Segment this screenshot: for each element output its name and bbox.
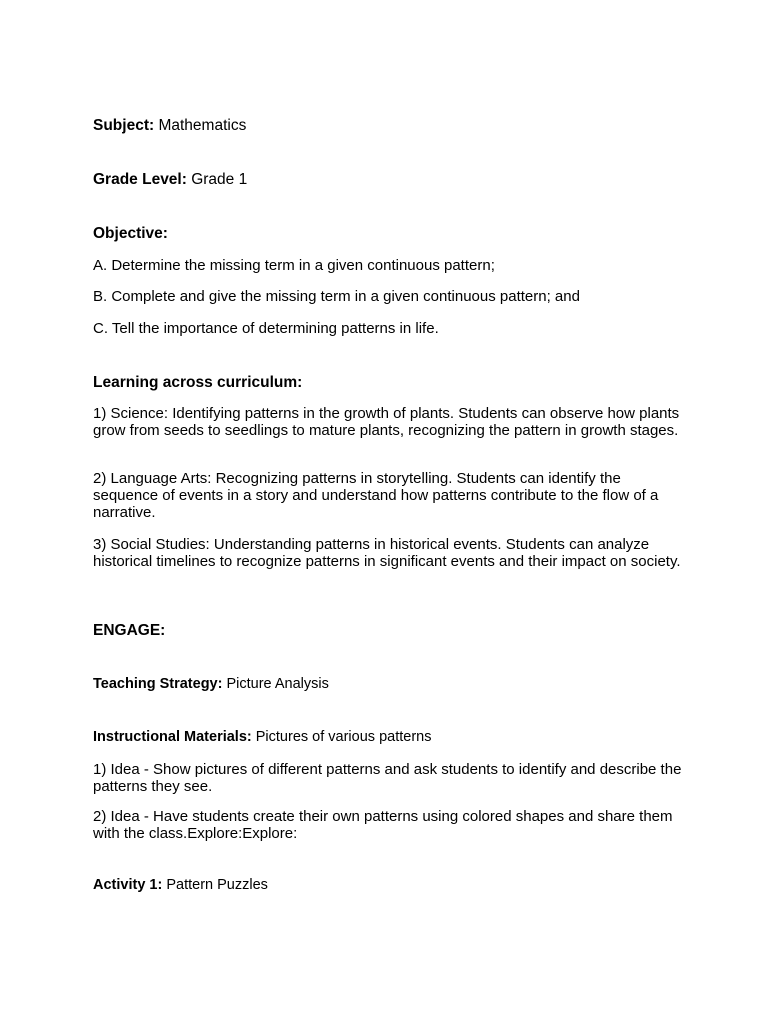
subject-label: Subject: xyxy=(93,117,155,134)
objective-item-c: C. Tell the importance of determining patterns in life. xyxy=(93,320,439,337)
grade-level-label: Grade Level: xyxy=(93,171,187,188)
activity-1-line xyxy=(93,877,683,894)
teaching-strategy-value: Picture Analysis xyxy=(226,676,329,692)
instructional-materials-label: Instructional Materials: xyxy=(93,729,252,745)
subject-value: Mathematics xyxy=(158,117,247,134)
idea-item-2: 2) Idea - Have students create their own patterns using colored shapes and share them with the class.Explore:Explore: xyxy=(93,808,673,842)
idea-item-1: 1) Idea - Show pictures of different patterns and ask students to identify and describe the patterns they see. xyxy=(93,761,682,795)
curriculum-item-science: 1) Science: Identifying patterns in the growth of plants. Students can observe how plants grow from seeds to seedlings to mature plants, recognizing the pattern in growth stages. xyxy=(93,405,680,439)
teaching-strategy-label: Teaching Strategy: xyxy=(93,676,223,692)
learning-across-curriculum-heading: Learning across curriculum: xyxy=(93,374,303,391)
subject-line xyxy=(93,117,683,134)
engage-heading: ENGAGE: xyxy=(93,622,166,639)
grade-level-line xyxy=(93,171,683,188)
objective-item-a: A. Determine the missing term in a given continuous pattern; xyxy=(93,257,495,274)
curriculum-item-social-studies: 3) Social Studies: Understanding patterns in historical events. Students can analyze historical timelines to recognize patterns in significant events and their impact on society. xyxy=(93,536,681,570)
activity-1-label: Activity 1: xyxy=(93,877,163,893)
objective-item-b: B. Complete and give the missing term in a given continuous pattern; and xyxy=(93,288,580,305)
curriculum-item-language-arts: 2) Language Arts: Recognizing patterns in storytelling. Students can identify the sequence of events in a story and understand how patterns contribute to the flow of a narrative. xyxy=(93,470,659,521)
teaching-strategy-line xyxy=(93,676,683,693)
instructional-materials-line xyxy=(93,729,683,746)
instructional-materials-value: Pictures of various patterns xyxy=(255,729,432,745)
objective-heading: Objective: xyxy=(93,225,168,242)
activity-1-value: Pattern Puzzles xyxy=(166,877,268,893)
grade-level-value: Grade 1 xyxy=(191,171,248,188)
